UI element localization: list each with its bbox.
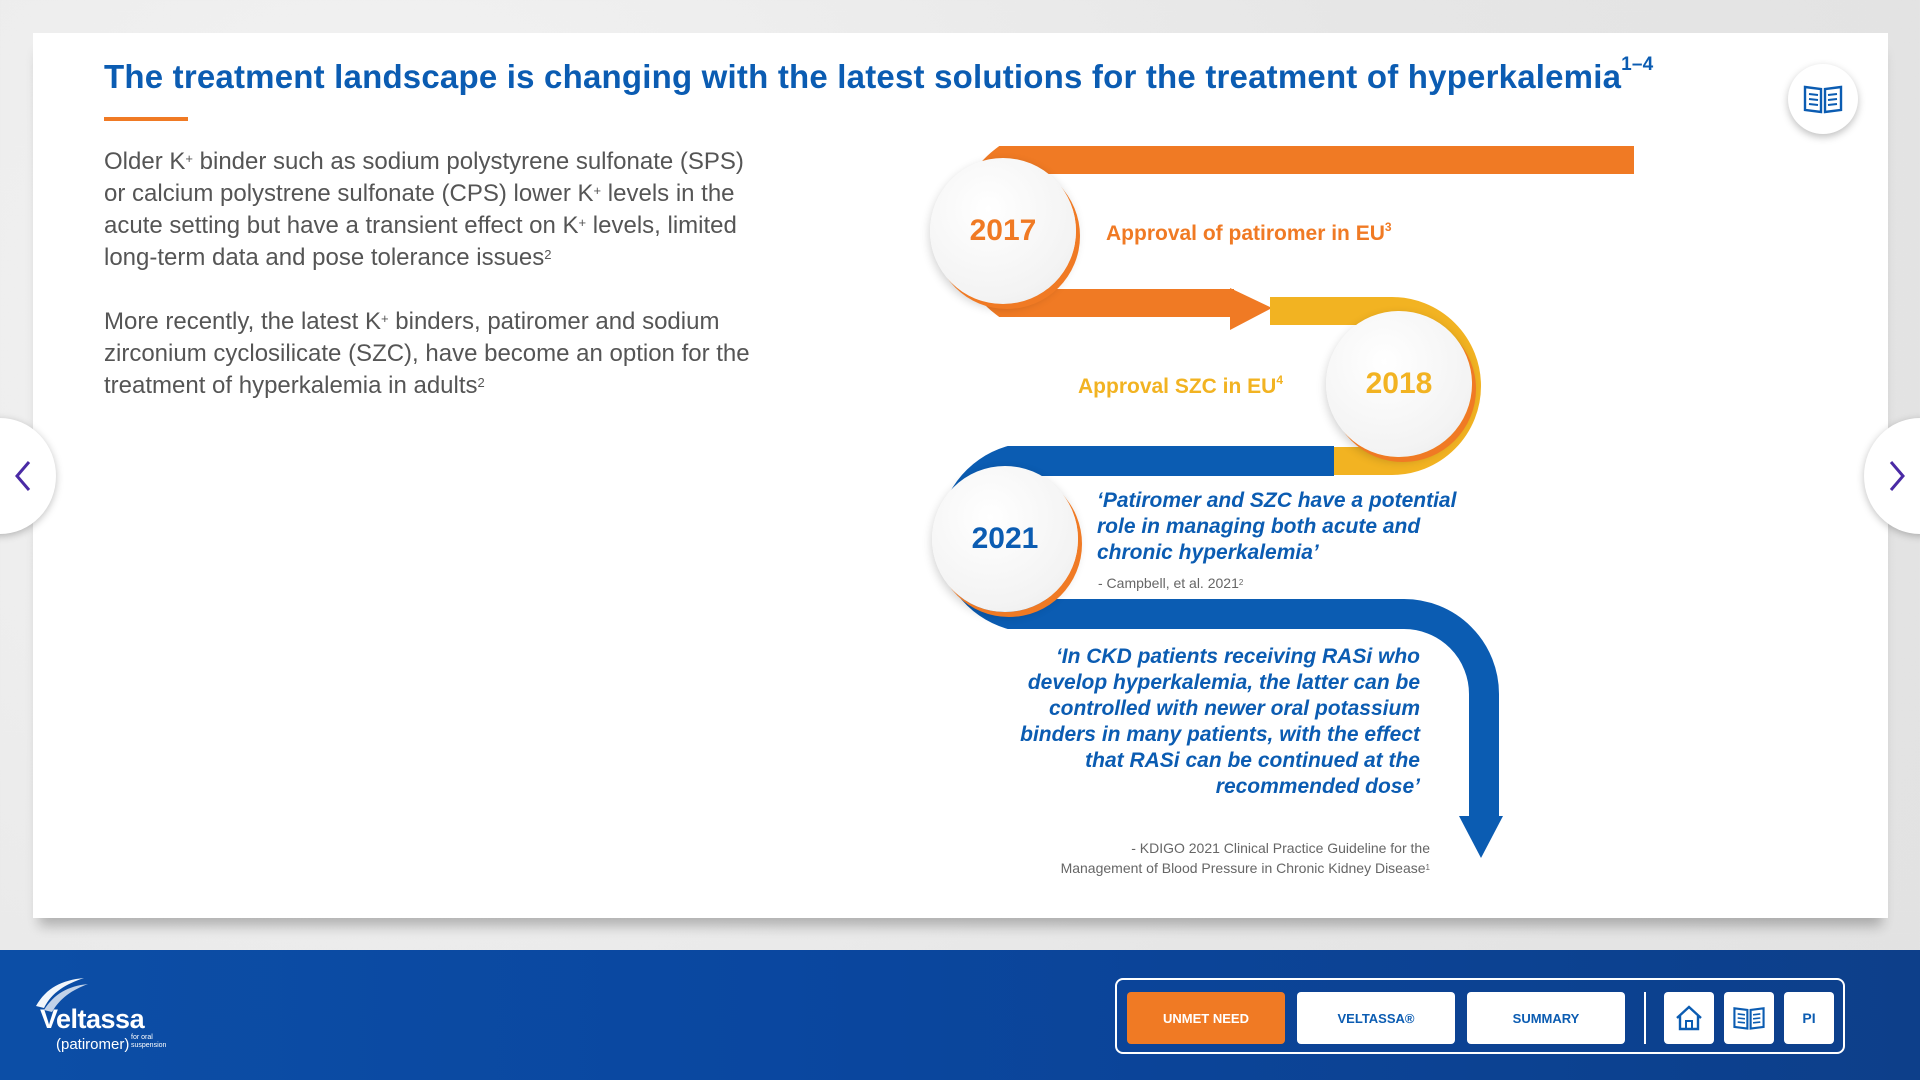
home-icon (1674, 1004, 1704, 1032)
title-reference: 1–4 (1621, 54, 1654, 75)
intro-paragraph-2: More recently, the latest K+ binders, patiromer and sodium zirconium cyclosilicate (SZC), have become an option for the treatment of hyperkalemia in adults$^2$ (104, 308, 750, 399)
event-label-2017: Approval of patiromer in $EU^3$ (1106, 220, 1392, 245)
footer-bar (0, 950, 1920, 1080)
kdigo-citation: - KDIGO 2021 Clinical Practice Guideline for the Management of Blood Pressure in Chronic Kidney Disease$^1$ (1060, 840, 1430, 876)
campbell-citation: - Campbell, et al. 2021$^2$ (1098, 575, 1244, 591)
nav-summary-button[interactable]: SUMMARY (1467, 992, 1625, 1044)
references-button[interactable] (1724, 992, 1774, 1044)
nav-veltassa-button[interactable]: VELTASSA® (1297, 992, 1455, 1044)
reference-superscript: 2 (544, 247, 552, 262)
references-book-button[interactable] (1788, 64, 1858, 134)
event-label-2018: Approval SZC in $EU^4$ (1078, 373, 1284, 398)
year-2018-badge: 2018 (1326, 311, 1472, 457)
chevron-right-icon (1888, 460, 1906, 492)
prescribing-information-button[interactable]: PI (1784, 992, 1834, 1044)
campbell-quote: ‘Patiromer and SZC have a potential role in managing both acute and chronic hyperkalemia’ (1097, 489, 1457, 564)
intro-paragraph-1: Older K+ binder such as sodium polystyrene sulfonate (SPS) or calcium polystrene sulfonate (CPS) lower K+ levels in the acute setting but have a transient effect on K+ levels, limited long-term data and pose tolerance issues$^2$ (104, 148, 744, 271)
veltassa-logo: Veltassa (patiromer) for oral suspension (30, 976, 180, 1056)
title-underline (104, 117, 188, 121)
nav-divider (1644, 992, 1646, 1044)
home-button[interactable] (1664, 992, 1714, 1044)
chevron-left-icon (14, 460, 32, 492)
open-book-icon (1732, 1005, 1766, 1031)
nav-unmet-need-button[interactable]: UNMET NEED (1127, 992, 1285, 1044)
open-book-icon (1802, 83, 1844, 115)
footer-navigation (1115, 978, 1845, 1054)
page-title: The treatment landscape is changing with the latest solutions for the treatment of hyperkalemia$^{1-4}$ (104, 54, 1654, 95)
reference-superscript: 2 (477, 375, 485, 390)
year-2017-badge: 2017 (930, 158, 1076, 304)
kdigo-quote: ‘In CKD patients receiving RASi who develop hyperkalemia, the latter can be controlled with newer oral potassium binders in many patients, with the effect that RASi can be continued at the recommended dose’ (1020, 645, 1420, 798)
year-2021-badge: 2021 (932, 466, 1078, 612)
